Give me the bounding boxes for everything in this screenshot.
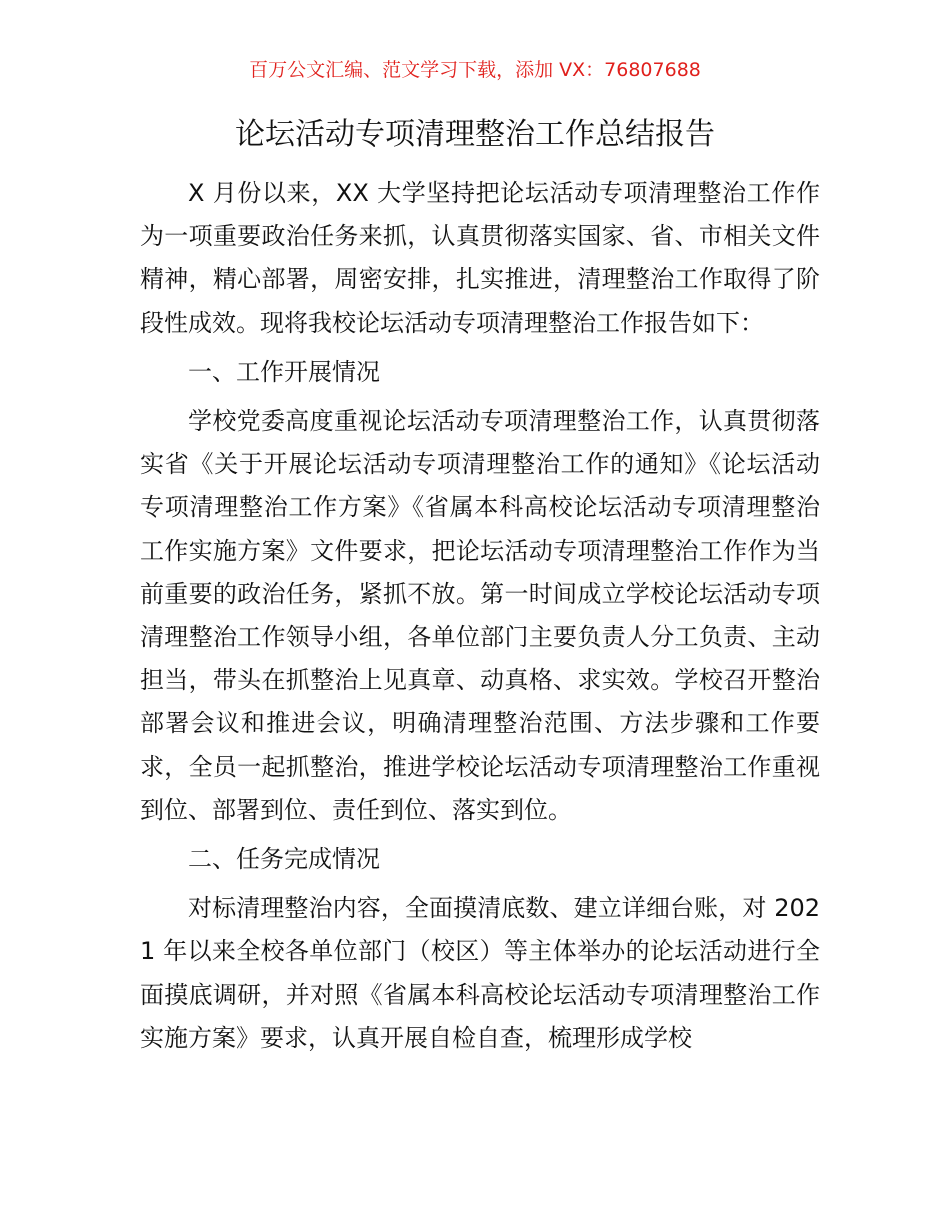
section-2-paragraph: 对标清理整治内容，全面摸清底数、建立详细台账，对 2021 年以来全校各单位部门（校区）等主体举办的论坛活动进行全面摸底调研，并对照《省属本科高校论坛活动专项清理整治工作实施方案》要求，认真开展自检自查，梳理形成学校 — [140, 894, 820, 1052]
document-title: 论坛活动专项清理整治工作总结报告 — [235, 117, 715, 152]
header-note: 百万公文汇编、范文学习下载，添加 VX：76807688 — [249, 59, 701, 81]
section-1-paragraph: 学校党委高度重视论坛活动专项清理整治工作，认真贯彻落实省《关于开展论坛活动专项清理整治工作的通知》《论坛活动专项清理整治工作方案》《省属本科高校论坛活动专项清理整治工作实施方案》文件要求，把论坛活动专项清理整治工作作为当前重要的政治任务，紧抓不放。第一时间成立学校论坛活动专项清理整治工作领导小组，各单位部门主要负责人分工负责、主动担当，带头在抓整治上见真章、动真格、求实效。学校召开整治部署会议和推进会议，明确清理整治范围、方法步骤和工作要求，全员一起抓整治，推进学校论坛活动专项清理整治工作重视到位、部署到位、责任到位、落实到位。 — [140, 407, 820, 824]
intro-paragraph: X 月份以来，XX 大学坚持把论坛活动专项清理整治工作作为一项重要政治任务来抓，认真贯彻落实国家、省、市相关文件精神，精心部署，周密安排，扎实推进，清理整治工作取得了阶段性成效。现将我校论坛活动专项清理整治工作报告如下： — [140, 179, 820, 337]
section-2-heading: 二、任务完成情况 — [188, 845, 380, 874]
section-1-heading: 一、工作开展情况 — [188, 357, 380, 386]
document-body — [140, 172, 820, 1060]
